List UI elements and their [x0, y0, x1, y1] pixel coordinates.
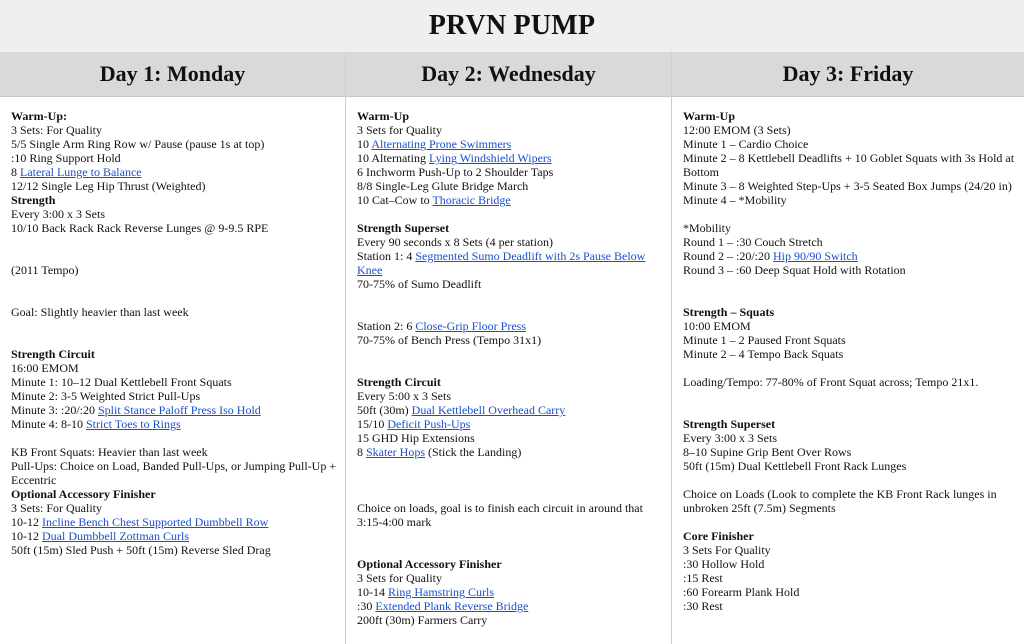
- line-text: 3 Sets for Quality: [357, 123, 442, 137]
- workout-line: [11, 179, 337, 193]
- day-header: [0, 52, 345, 97]
- line-text: Station 1: 4: [357, 249, 416, 263]
- line-text: 50ft (15m) Sled Push + 50ft (15m) Reverse Sled Drag: [11, 543, 271, 557]
- workout-line: [683, 151, 1016, 179]
- spacer: [683, 403, 1016, 417]
- line-text: Core Finisher: [683, 529, 754, 543]
- spacer: [357, 347, 663, 361]
- line-text: Warm-Up: [683, 109, 735, 123]
- day-heading: Day 2: Wednesday: [421, 61, 596, 86]
- spacer: [683, 515, 1016, 529]
- workout-line: [11, 543, 337, 557]
- workout-line: [357, 445, 663, 459]
- exercise-link[interactable]: Lying Windshield Wipers: [429, 151, 552, 165]
- workout-line: [683, 375, 1016, 389]
- exercise-link[interactable]: Hip 90/90 Switch: [773, 249, 858, 263]
- workout-line: [683, 249, 1016, 263]
- line-text: Choice on loads, goal is to finish each circuit in around that 3:15-4:00 mark: [357, 501, 643, 529]
- line-text: *Mobility: [683, 221, 732, 235]
- workout-line: [11, 459, 337, 487]
- day-content: [0, 97, 345, 557]
- line-text: 3 Sets: For Quality: [11, 123, 103, 137]
- day-header: [346, 52, 671, 97]
- line-text: Every 3:00 x 3 Sets: [683, 431, 777, 445]
- spacer: [357, 473, 663, 487]
- workout-line: [357, 319, 663, 333]
- spacer: [11, 249, 337, 263]
- line-text: Optional Accessory Finisher: [11, 487, 156, 501]
- day-content: [346, 97, 671, 627]
- spacer: [357, 207, 663, 221]
- workout-line: [357, 417, 663, 431]
- spacer: [11, 291, 337, 305]
- line-text: 10:00 EMOM: [683, 319, 751, 333]
- workout-line: [683, 347, 1016, 361]
- spacer: [357, 529, 663, 543]
- line-text: 16:00 EMOM: [11, 361, 79, 375]
- line-text: 15 GHD Hip Extensions: [357, 431, 475, 445]
- line-text: 12/12 Single Leg Hip Thrust (Weighted): [11, 179, 206, 193]
- exercise-link[interactable]: Segmented Sumo Deadlift with 2s Pause Below Knee: [357, 249, 646, 277]
- workout-line: [11, 529, 337, 543]
- line-text: Warm-Up:: [11, 109, 67, 123]
- line-text: 6 Inchworm Push-Up to 2 Shoulder Taps: [357, 165, 554, 179]
- workout-line: [11, 445, 337, 459]
- line-text: 10-12: [11, 529, 42, 543]
- workout-line: [357, 431, 663, 445]
- day-column-2: [346, 52, 672, 644]
- line-text: 50ft (30m): [357, 403, 412, 417]
- line-text: 50ft (15m) Dual Kettlebell Front Rack Lunges: [683, 459, 907, 473]
- workout-line: [357, 613, 663, 627]
- line-text: (2011 Tempo): [11, 263, 79, 277]
- line-text: KB Front Squats: Heavier than last week: [11, 445, 208, 459]
- workout-line: [683, 599, 1016, 613]
- workout-line: [11, 501, 337, 515]
- workout-line: [11, 137, 337, 151]
- workout-line: [683, 123, 1016, 137]
- workout-line: [683, 543, 1016, 557]
- exercise-link[interactable]: Lateral Lunge to Balance: [20, 165, 142, 179]
- workout-line: [11, 361, 337, 375]
- line-text: 8: [357, 445, 366, 459]
- line-text: Every 90 seconds x 8 Sets (4 per station): [357, 235, 553, 249]
- spacer: [683, 277, 1016, 291]
- workout-line: [683, 179, 1016, 193]
- workout-line: [683, 221, 1016, 235]
- workout-line: [357, 571, 663, 585]
- workout-line: [357, 151, 663, 165]
- workout-line: [683, 319, 1016, 333]
- workout-line: [683, 235, 1016, 249]
- day-content: [672, 97, 1024, 613]
- line-text: :30: [357, 599, 376, 613]
- workout-line: [683, 263, 1016, 277]
- spacer: [11, 319, 337, 333]
- workout-line: [683, 585, 1016, 599]
- line-text: Minute 1: 10–12 Dual Kettlebell Front Squats: [11, 375, 232, 389]
- workout-line: [357, 403, 663, 417]
- spacer: [11, 235, 337, 249]
- spacer: [357, 487, 663, 501]
- line-text: 10/10 Back Rack Rack Reverse Lunges @ 9-9.5 RPE: [11, 221, 269, 235]
- exercise-link[interactable]: Strict Toes to Rings: [86, 417, 181, 431]
- section-heading: [357, 221, 663, 235]
- line-text: 70-75% of Sumo Deadlift: [357, 277, 482, 291]
- spacer: [357, 291, 663, 305]
- workout-line: [357, 599, 663, 613]
- exercise-link[interactable]: Alternating Prone Swimmers: [371, 137, 512, 151]
- exercise-link[interactable]: Dual Kettlebell Overhead Carry: [411, 403, 566, 417]
- workout-line: [11, 263, 337, 277]
- line-text: Minute 4: 8-10: [11, 417, 86, 431]
- section-heading: [11, 193, 337, 207]
- section-heading: [683, 529, 1016, 543]
- line-text: Strength Superset: [683, 417, 776, 431]
- line-text: 15/10: [357, 417, 388, 431]
- section-heading: [683, 109, 1016, 123]
- exercise-link[interactable]: Deficit Push-Ups: [387, 417, 471, 431]
- workout-line: [357, 179, 663, 193]
- workout-line: [11, 165, 337, 179]
- section-heading: [11, 109, 337, 123]
- exercise-link[interactable]: Split Stance Paloff Press Iso Hold: [98, 403, 261, 417]
- workout-line: [357, 235, 663, 249]
- line-text: Strength – Squats: [683, 305, 775, 319]
- spacer: [683, 361, 1016, 375]
- line-text: Strength Circuit: [357, 375, 441, 389]
- line-text: :15 Rest: [683, 571, 723, 585]
- line-text: 8/8 Single-Leg Glute Bridge March: [357, 179, 529, 193]
- workout-line: [357, 193, 663, 207]
- day-column-1: [0, 52, 346, 644]
- line-text: Strength Circuit: [11, 347, 95, 361]
- exercise-link[interactable]: Close-Grip Floor Press: [415, 319, 527, 333]
- line-text: (Stick the Landing): [425, 445, 522, 459]
- section-heading: [11, 487, 337, 501]
- workout-line: [357, 277, 663, 291]
- day-column-3: [672, 52, 1024, 644]
- spacer: [357, 459, 663, 473]
- line-text: :30 Hollow Hold: [683, 557, 765, 571]
- workout-line: [357, 333, 663, 347]
- spacer: [683, 473, 1016, 487]
- line-text: Minute 3: :20/:20: [11, 403, 98, 417]
- line-text: Round 2 – :20/:20: [683, 249, 774, 263]
- workout-line: [683, 193, 1016, 207]
- line-text: Goal: Slightly heavier than last week: [11, 305, 189, 319]
- line-text: Pull-Ups: Choice on Load, Banded Pull-Ups, or Jumping Pull-Up + Eccentric: [11, 459, 337, 487]
- line-text: :60 Forearm Plank Hold: [683, 585, 800, 599]
- exercise-link[interactable]: Extended Plank Reverse Bridge: [375, 599, 529, 613]
- line-text: 10-12: [11, 515, 42, 529]
- line-text: Choice on Loads (Look to complete the KB Front Rack lunges in unbroken 25ft (7.5m) Segments: [683, 487, 997, 515]
- workout-line: [11, 207, 337, 221]
- workout-line: [683, 431, 1016, 445]
- workout-line: [357, 585, 663, 599]
- line-text: Minute 1 – Cardio Choice: [683, 137, 809, 151]
- exercise-link[interactable]: Ring Hamstring Curls: [388, 585, 495, 599]
- spacer: [11, 431, 337, 445]
- line-text: 200ft (30m) Farmers Carry: [357, 613, 488, 627]
- line-text: 10 Cat–Cow to: [357, 193, 433, 207]
- section-heading: [357, 557, 663, 571]
- section-heading: [11, 347, 337, 361]
- workout-line: [11, 221, 337, 235]
- spacer: [683, 207, 1016, 221]
- workout-line: [11, 123, 337, 137]
- line-text: 12:00 EMOM (3 Sets): [683, 123, 791, 137]
- workout-line: [11, 305, 337, 319]
- line-text: Minute 1 – 2 Paused Front Squats: [683, 333, 846, 347]
- workout-line: [11, 417, 337, 431]
- line-text: :10 Ring Support Hold: [11, 151, 121, 165]
- spacer: [357, 305, 663, 319]
- line-text: Station 2: 6: [357, 319, 416, 333]
- line-text: Minute 2 – 8 Kettlebell Deadlifts + 10 Goblet Squats with 3s Hold at Bottom: [683, 151, 1015, 179]
- workout-line: [683, 557, 1016, 571]
- line-text: Round 1 – :30 Couch Stretch: [683, 235, 823, 249]
- line-text: 10-14: [357, 585, 388, 599]
- line-text: Minute 4 – *Mobility: [683, 193, 787, 207]
- spacer: [357, 361, 663, 375]
- workout-line: [357, 123, 663, 137]
- line-text: Round 3 – :60 Deep Squat Hold with Rotation: [683, 263, 906, 277]
- workout-line: [683, 137, 1016, 151]
- schedule-grid: [0, 52, 1024, 644]
- workout-line: [683, 445, 1016, 459]
- line-text: Every 5:00 x 3 Sets: [357, 389, 451, 403]
- workout-line: [11, 151, 337, 165]
- line-text: 10: [357, 137, 372, 151]
- exercise-link[interactable]: Skater Hops: [366, 445, 425, 459]
- workout-line: [357, 249, 663, 277]
- exercise-link[interactable]: Dual Dumbbell Zottman Curls: [42, 529, 189, 543]
- workout-line: [683, 487, 1016, 515]
- spacer: [683, 291, 1016, 305]
- line-text: Minute 3 – 8 Weighted Step-Ups + 3-5 Seated Box Jumps (24/20 in): [683, 179, 1012, 193]
- line-text: 8–10 Supine Grip Bent Over Rows: [683, 445, 852, 459]
- line-text: Minute 2 – 4 Tempo Back Squats: [683, 347, 844, 361]
- line-text: Optional Accessory Finisher: [357, 557, 502, 571]
- line-text: 3 Sets: For Quality: [11, 501, 103, 515]
- spacer: [683, 389, 1016, 403]
- workout-line: [11, 375, 337, 389]
- line-text: 70-75% of Bench Press (Tempo 31x1): [357, 333, 542, 347]
- line-text: 5/5 Single Arm Ring Row w/ Pause (pause 1s at top): [11, 137, 265, 151]
- line-text: Every 3:00 x 3 Sets: [11, 207, 105, 221]
- line-text: 8: [11, 165, 20, 179]
- workout-line: [357, 165, 663, 179]
- workout-line: [683, 459, 1016, 473]
- workout-line: [357, 389, 663, 403]
- workout-line: [11, 515, 337, 529]
- section-heading: [683, 417, 1016, 431]
- line-text: Strength Superset: [357, 221, 450, 235]
- page-title: PRVN PUMP: [428, 10, 596, 41]
- line-text: :30 Rest: [683, 599, 723, 613]
- day-heading: Day 3: Friday: [782, 61, 914, 86]
- line-text: Warm-Up: [357, 109, 409, 123]
- section-heading: [683, 305, 1016, 319]
- workout-line: [11, 389, 337, 403]
- workout-line: [357, 137, 663, 151]
- workout-line: [357, 501, 663, 529]
- section-heading: [357, 375, 663, 389]
- line-text: 3 Sets For Quality: [683, 543, 771, 557]
- spacer: [11, 277, 337, 291]
- line-text: 3 Sets for Quality: [357, 571, 442, 585]
- line-text: Loading/Tempo: 77-80% of Front Squat across; Tempo 21x1.: [683, 375, 979, 389]
- day-heading: Day 1: Monday: [99, 61, 246, 86]
- workout-line: [11, 403, 337, 417]
- exercise-link[interactable]: Incline Bench Chest Supported Dumbbell Row: [42, 515, 269, 529]
- day-header: [672, 52, 1024, 97]
- line-text: 10 Alternating: [357, 151, 429, 165]
- spacer: [357, 543, 663, 557]
- workout-line: [683, 571, 1016, 585]
- exercise-link[interactable]: Thoracic Bridge: [432, 193, 511, 207]
- line-text: Strength: [11, 193, 56, 207]
- line-text: Minute 2: 3-5 Weighted Strict Pull-Ups: [11, 389, 201, 403]
- workout-line: [683, 333, 1016, 347]
- section-heading: [357, 109, 663, 123]
- spacer: [11, 333, 337, 347]
- title-bar: [0, 0, 1024, 52]
